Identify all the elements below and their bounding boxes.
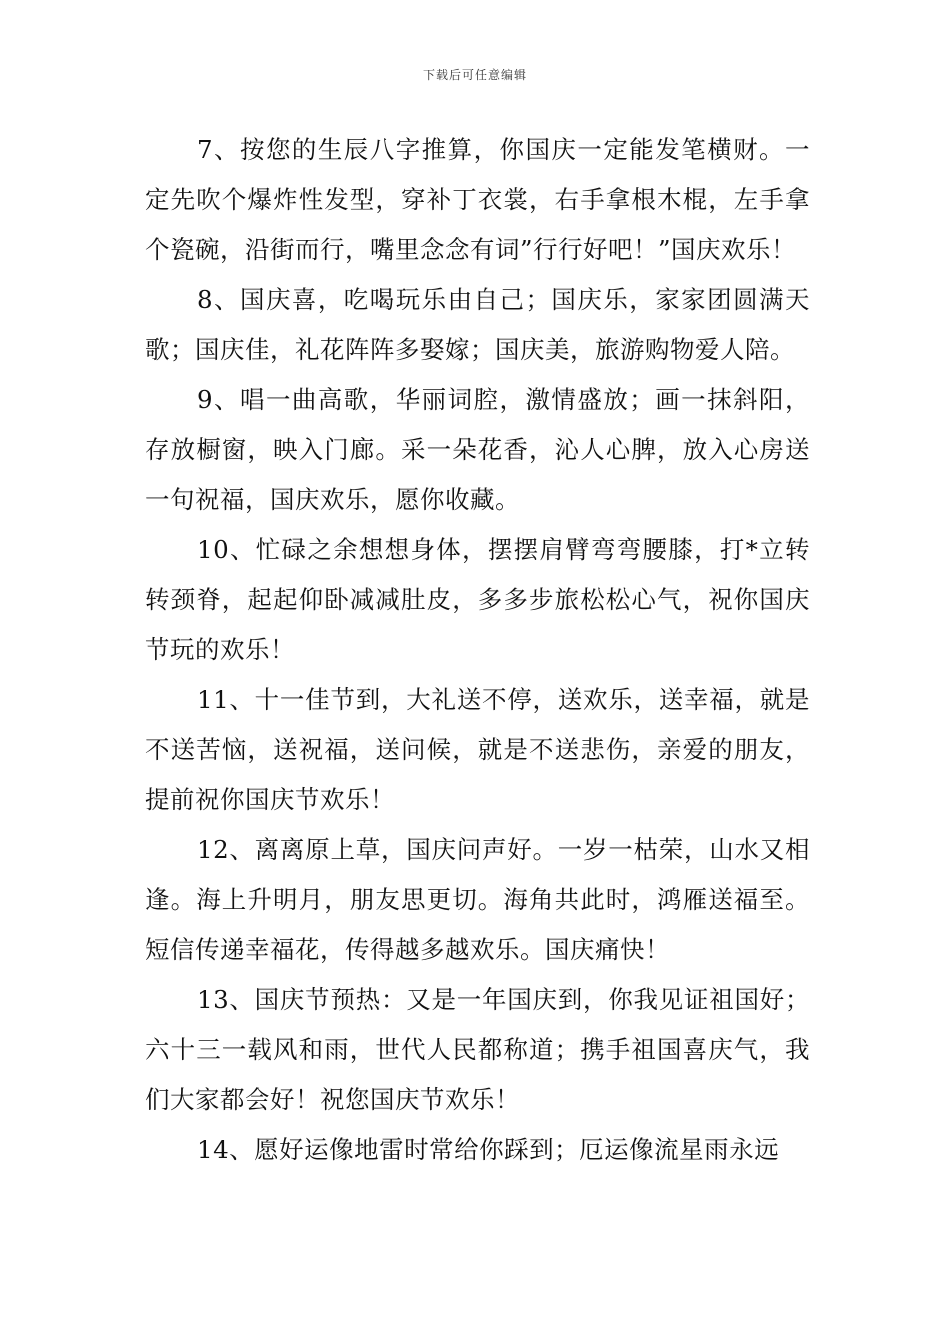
- paragraph-9: 9、唱一曲高歌，华丽词腔，激情盛放；画一抹斜阳，存放橱窗，映入门廊。采一朵花香，沁人心脾，放入心房送一句祝福，国庆欢乐，愿你收藏。: [145, 385, 810, 514]
- paragraph-11: 11、十一佳节到，大礼送不停，送欢乐，送幸福，就是不送苦恼，送祝福，送问候，就是不送悲伤，亲爱的朋友，提前祝你国庆节欢乐！: [145, 685, 810, 814]
- paragraph-14: 14、愿好运像地雷时常给你踩到；厄运像流星雨永远: [197, 1135, 780, 1164]
- paragraph-8: 8、国庆喜，吃喝玩乐由自己；国庆乐，家家团圆满天歌；国庆佳，礼花阵阵多娶嫁；国庆美，旅游购物爱人陪。: [145, 285, 810, 364]
- header-note: 下载后可任意编辑: [422, 68, 527, 82]
- paragraph-7: 7、按您的生辰八字推算，你国庆一定能发笔横财。一定先吹个爆炸性发型，穿补丁衣裳，右手拿根木棍，左手拿个瓷碗，沿街而行，嘴里念念有词”行行好吧！”国庆欢乐！: [145, 135, 810, 264]
- paragraph-10: 10、忙碌之余想想身体，摆摆肩臂弯弯腰膝，打*立转转颈脊，起起仰卧减减肚皮，多多步旅松松心气，祝你国庆节玩的欢乐！: [145, 535, 810, 664]
- document-body: [145, 125, 810, 1175]
- paragraph-12: 12、离离原上草，国庆问声好。一岁一枯荣，山水又相逢。海上升明月，朋友思更切。海角共此时，鸿雁送福至。短信传递幸福花，传得越多越欢乐。国庆痛快！: [145, 835, 810, 964]
- paragraph-13: 13、国庆节预热：又是一年国庆到，你我见证祖国好；六十三一载风和雨，世代人民都称道；携手祖国喜庆气，我们大家都会好！祝您国庆节欢乐！: [145, 985, 810, 1114]
